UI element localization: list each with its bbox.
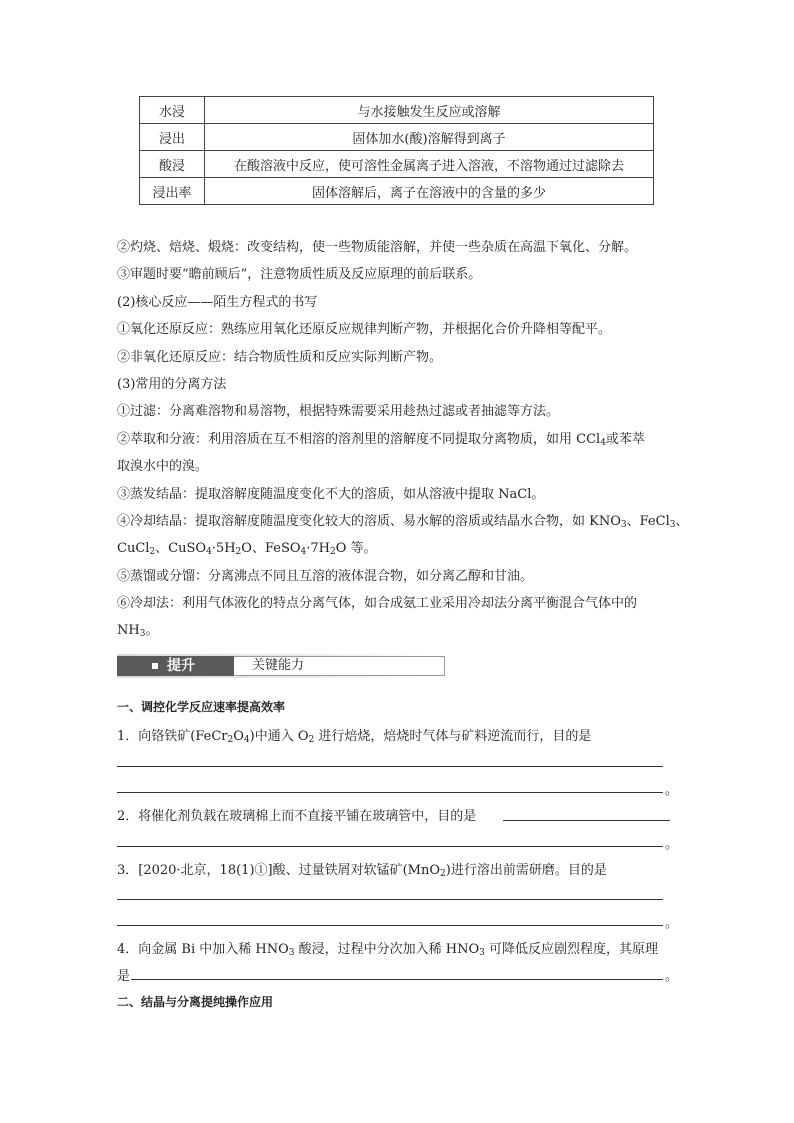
text: ②萃取和分液：利用溶质在互不相溶的溶剂里的溶解度不同提取分离物质，如用 CCl — [117, 432, 601, 447]
term-cell: 酸浸 — [140, 151, 205, 178]
subscript: 3 — [479, 948, 485, 958]
table-row — [140, 178, 654, 205]
paragraph: ②非氧化还原反应：结合物质性质和反应实际判断产物。 — [117, 350, 443, 365]
table-row — [140, 97, 654, 124]
paragraph: (2)核心反应——陌生方程式的书写 — [117, 295, 318, 310]
text: 。 — [145, 623, 159, 638]
paragraph: ②灼烧、焙烧、煅烧：改变结构，使一些物质能溶解，并使一些杂质在高温下氧化、分解。 — [117, 240, 638, 255]
text: CuCl — [117, 541, 150, 556]
subscript: 3 — [620, 520, 627, 530]
paragraph: 取溴水中的溴。 — [117, 459, 209, 474]
section-banner — [117, 654, 431, 678]
banner-light-tab — [234, 656, 445, 676]
desc-cell: 在酸溶液中反应，使可溶性金属离子进入溶液，不溶物通过过滤除去 — [205, 151, 654, 178]
paragraph: (3)常用的分离方法 — [117, 377, 227, 392]
banner-dark-label: 提升 — [167, 658, 195, 674]
text: 可降低反应剧烈程度，其原理 — [484, 942, 658, 957]
paragraph — [117, 537, 377, 556]
desc-cell: 固体溶解后，离子在溶液中的含量的多少 — [205, 178, 654, 205]
answer-blank[interactable] — [503, 820, 670, 821]
question-2: 2．将催化剂负载在玻璃棉上而不直接平铺在玻璃管中，目的是 — [117, 809, 477, 824]
text: O 等。 — [335, 541, 377, 556]
answer-blank[interactable] — [131, 979, 663, 980]
end-mark: 。 — [665, 837, 679, 852]
text: 3．[2020·北京，18(1)①]酸、过量铁屑对软锰矿(MnO — [117, 863, 441, 878]
paragraph: ③蒸发结晶：提取溶解度随温度变化不大的溶质，如从溶液中提取 NaCl。 — [117, 487, 545, 502]
text: ④冷却结晶：提取溶解度随温度变化较大的溶质、易水解的溶质或结晶水合物，如 KNO — [117, 514, 621, 529]
desc-cell: 与水接触发生反应或溶解 — [205, 97, 654, 124]
paragraph: ①氧化还原反应：熟练应用氧化还原反应规律判断产物，并根据化合价升降相等配平。 — [117, 322, 612, 337]
question-4-cont: 是 — [117, 969, 131, 984]
banner-dark-tab — [117, 656, 234, 676]
paragraph — [117, 510, 688, 529]
section-heading: 一、调控化学反应速率提高效率 — [117, 700, 286, 714]
answer-blank[interactable] — [117, 792, 663, 793]
paragraph: ③审题时要“瞻前顾后”，注意物质性质及反应原理的前后联系。 — [117, 267, 482, 282]
paragraph: ⑥冷却法：利用气体液化的特点分离气体，如合成氨工业采用冷却法分离平衡混合气体中的 — [117, 596, 638, 611]
table-row — [140, 151, 654, 178]
text: 、 — [675, 514, 689, 529]
end-mark: 。 — [665, 916, 679, 931]
answer-blank[interactable] — [117, 846, 663, 847]
subscript: 2 — [227, 735, 234, 745]
text: O、FeSO — [241, 541, 301, 556]
text: 进行焙烧，焙烧时气体与矿料逆流而行，目的是 — [314, 729, 592, 744]
subscript: 3 — [669, 520, 676, 530]
question-3 — [117, 859, 607, 878]
banner-light-label: 关键能力 — [252, 658, 305, 673]
text: NH — [117, 623, 140, 638]
term-cell: 浸出率 — [140, 178, 205, 205]
subscript: 3 — [139, 629, 146, 639]
paragraph: ⑤蒸馏或分馏：分离沸点不同且互溶的液体混合物，如分离乙醇和甘油。 — [117, 569, 534, 584]
paragraph: ①过滤：分离难溶物和易溶物，根据特殊需要采用趁热过滤或者抽滤等方法。 — [117, 404, 560, 419]
term-cell: 水浸 — [140, 97, 205, 124]
text: )中通入 O — [249, 729, 309, 744]
subscript: 4 — [300, 547, 307, 557]
text: 酸浸，过程中分次加入稀 HNO — [294, 942, 480, 957]
table-row — [140, 124, 654, 151]
term-cell: 浸出 — [140, 124, 205, 151]
subscript: 4 — [206, 547, 212, 557]
section-heading: 二、结晶与分离提纯操作应用 — [117, 995, 274, 1009]
text: 1．向铬铁矿(FeCr — [117, 729, 228, 744]
subscript: 3 — [288, 948, 295, 958]
question-4 — [117, 938, 658, 957]
question-1 — [117, 725, 591, 744]
subscript: 2 — [440, 869, 446, 879]
text: 或苯萃 — [605, 432, 645, 447]
terms-table — [139, 96, 654, 205]
text: 、CuSO — [155, 541, 207, 556]
answer-blank[interactable] — [117, 766, 663, 767]
subscript: 4 — [243, 735, 250, 745]
subscript: 2 — [149, 547, 156, 557]
desc-cell: 固体加水(酸)溶解得到离子 — [205, 124, 654, 151]
subscript: 2 — [330, 547, 336, 557]
square-icon — [152, 663, 158, 669]
end-mark: 。 — [665, 783, 679, 798]
subscript: 4 — [600, 438, 606, 448]
text: )进行溶出前需研磨。目的是 — [445, 863, 607, 878]
answer-blank[interactable] — [117, 899, 663, 900]
answer-blank[interactable] — [117, 925, 663, 926]
subscript: 2 — [308, 735, 315, 745]
text: 、FeCl — [626, 514, 670, 529]
text: ·7H — [306, 541, 330, 556]
text: 4．向金属 Bi 中加入稀 HNO — [117, 942, 289, 957]
paragraph — [117, 619, 158, 638]
text: O — [233, 729, 244, 744]
paragraph — [117, 428, 645, 447]
subscript: 2 — [235, 547, 242, 557]
end-mark: 。 — [665, 969, 679, 984]
text: ·5H — [211, 541, 236, 556]
